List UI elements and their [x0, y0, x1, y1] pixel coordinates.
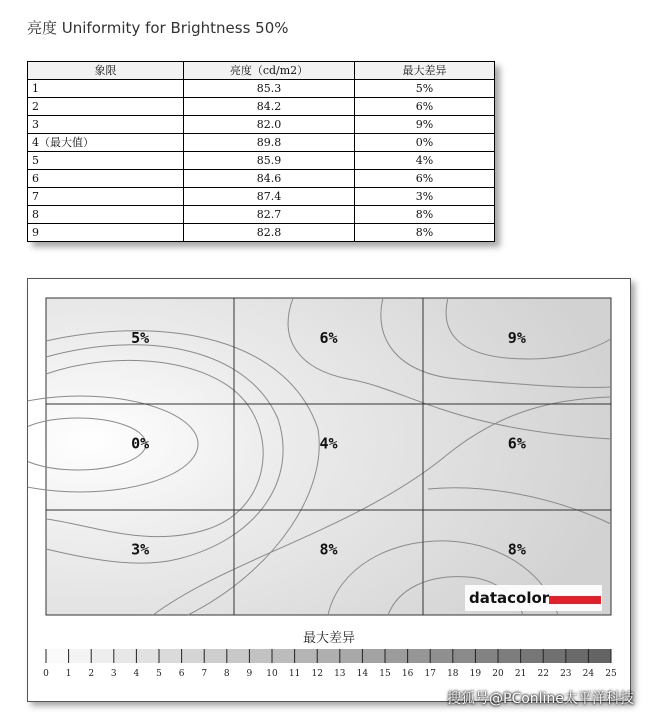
legend-swatch-13 [340, 649, 363, 663]
legend-tick-label-3: 3 [110, 669, 117, 679]
cell-max-diff: 8% [355, 224, 495, 242]
cell-label-6: 6% [507, 434, 526, 453]
cell-label-2: 6% [319, 329, 338, 347]
logo-red-bar [549, 596, 601, 604]
legend-tick-label-17: 17 [424, 669, 436, 679]
legend-swatch-1 [69, 649, 92, 663]
cell-brightness: 85.9 [184, 152, 355, 170]
legend-tick-label-13: 13 [334, 669, 346, 679]
cell-label-4: 0% [131, 434, 150, 453]
cell-brightness: 85.3 [184, 80, 355, 98]
cell-brightness: 84.6 [184, 170, 355, 188]
legend-tick-label-23: 23 [560, 669, 572, 679]
legend-swatch-15 [385, 649, 408, 663]
legend-swatch-18 [453, 649, 476, 663]
table-row [28, 170, 495, 188]
legend-tick-label-20: 20 [492, 669, 504, 679]
legend-tick-label-1: 1 [65, 669, 72, 679]
cell-label-3: 9% [507, 329, 526, 347]
legend-swatch-22 [543, 649, 566, 663]
cell-brightness: 82.8 [184, 224, 355, 242]
table-row [28, 116, 495, 134]
legend-swatch-9 [249, 649, 272, 663]
legend-tick-label-12: 12 [311, 669, 323, 679]
legend-swatch-19 [475, 649, 498, 663]
legend-tick-label-8: 8 [223, 669, 230, 679]
legend-swatch-21 [521, 649, 544, 663]
table-row [28, 98, 495, 116]
legend-swatch-16 [408, 649, 431, 663]
cell-label-7: 3% [131, 540, 150, 559]
cell-quadrant: 6 [28, 170, 184, 188]
cell-label-5: 4% [319, 434, 338, 453]
legend-swatch-14 [362, 649, 385, 663]
legend-swatch-11 [295, 649, 318, 663]
legend-tick-label-25: 25 [605, 669, 617, 679]
legend-tick-label-16: 16 [401, 669, 414, 679]
cell-max-diff: 6% [355, 170, 495, 188]
legend-tick-label-14: 14 [356, 669, 369, 679]
legend-tick-label-9: 9 [246, 669, 253, 679]
watermark: 搜狐号@PConline太平洋科技 [447, 691, 634, 707]
legend-swatch-6 [182, 649, 205, 663]
header-brightness: 亮度（cd/m2） [184, 62, 355, 80]
cell-quadrant: 8 [28, 206, 184, 224]
cell-quadrant: 2 [28, 98, 184, 116]
datacolor-logo [465, 585, 602, 611]
legend-tick-label-15: 15 [379, 669, 391, 679]
page-title: 亮度 Uniformity for Brightness 50% [27, 19, 289, 37]
legend-tick-label-0: 0 [43, 669, 49, 679]
cell-brightness: 89.8 [184, 134, 355, 152]
legend-tick-label-2: 2 [88, 669, 95, 679]
cell-max-diff: 0% [355, 134, 495, 152]
table-row [28, 224, 495, 242]
cell-quadrant: 9 [28, 224, 184, 242]
legend-tick-label-10: 10 [266, 669, 278, 679]
cell-max-diff: 3% [355, 188, 495, 206]
legend-tick-label-22: 22 [537, 669, 549, 679]
legend-scale [46, 649, 611, 663]
cell-brightness: 84.2 [184, 98, 355, 116]
cell-label-8: 8% [319, 540, 338, 559]
legend-tick-label-11: 11 [288, 669, 301, 679]
legend-swatch-12 [317, 649, 340, 663]
legend-tick-label-24: 24 [582, 669, 595, 679]
cell-max-diff: 8% [355, 206, 495, 224]
legend-tick-label-4: 4 [133, 669, 140, 679]
legend-tick-label-19: 19 [469, 669, 482, 679]
table-row [28, 206, 495, 224]
uniformity-chart-svg [28, 279, 630, 701]
legend-swatch-20 [498, 649, 521, 663]
table-row [28, 80, 495, 98]
legend-swatch-2 [91, 649, 114, 663]
cell-quadrant: 7 [28, 188, 184, 206]
table-row [28, 188, 495, 206]
cell-brightness: 82.0 [184, 116, 355, 134]
legend-swatch-4 [136, 649, 159, 663]
header-quadrant: 象限 [28, 62, 184, 80]
uniformity-table [27, 61, 495, 242]
legend-swatch-7 [204, 649, 227, 663]
cell-quadrant: 1 [28, 80, 184, 98]
cell-label-9: 8% [507, 540, 526, 559]
legend-tick-label-7: 7 [201, 669, 208, 679]
cell-quadrant: 5 [28, 152, 184, 170]
legend-swatch-24 [588, 649, 611, 663]
legend-tick-label-18: 18 [447, 669, 459, 679]
legend-swatch-10 [272, 649, 295, 663]
legend-swatch-17 [430, 649, 453, 663]
table-row [28, 134, 495, 152]
legend-tick-label-6: 6 [178, 669, 185, 679]
cell-label-1: 5% [131, 329, 150, 347]
legend-swatch-5 [159, 649, 182, 663]
cell-brightness: 87.4 [184, 188, 355, 206]
legend-swatch-0 [46, 649, 69, 663]
table-row [28, 152, 495, 170]
header-max-diff: 最大差异 [355, 62, 495, 80]
cell-quadrant: 4（最大值） [28, 134, 184, 152]
legend-title: 最大差异 [302, 631, 356, 646]
table-header-row [28, 62, 495, 80]
cell-max-diff: 6% [355, 98, 495, 116]
legend-swatch-23 [566, 649, 589, 663]
cell-quadrant: 3 [28, 116, 184, 134]
cell-max-diff: 5% [355, 80, 495, 98]
legend-swatch-3 [114, 649, 137, 663]
uniformity-chart [27, 278, 631, 702]
cell-max-diff: 4% [355, 152, 495, 170]
legend-swatch-8 [227, 649, 250, 663]
legend-tick-label-5: 5 [156, 669, 162, 679]
cell-max-diff: 9% [355, 116, 495, 134]
legend-tick-label-21: 21 [514, 669, 527, 679]
cell-brightness: 82.7 [184, 206, 355, 224]
logo-text: datacolor [469, 589, 550, 607]
uniformity-table-wrap [27, 61, 495, 242]
